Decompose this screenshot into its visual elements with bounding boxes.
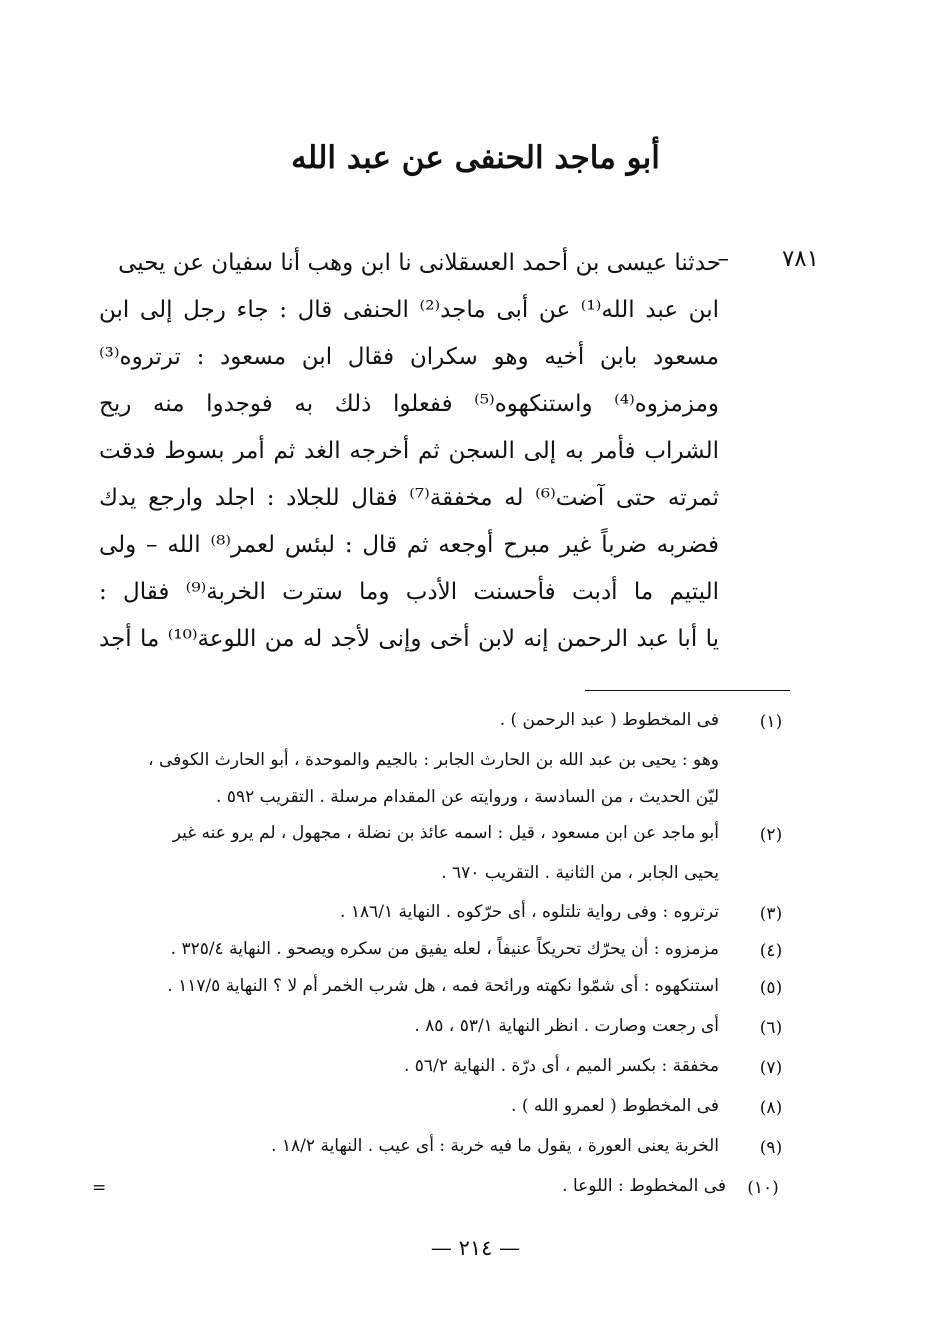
- hadith-dash: –: [717, 246, 729, 272]
- hadith-line: فضربه ضرباً غير مبرح أوجعه ثم قال : لبئس لعمر⁽⁸⁾ الله – ولى: [99, 532, 719, 558]
- footnote-text: الخربة يعنى العورة ، يقول ما فيه خربة : أى عيب . النهاية ١٨/٢ .: [271, 1136, 719, 1156]
- hadith-line: ثمرته حتى آضت⁽⁶⁾ له مخفقة⁽⁷⁾ فقال للجلاد : اجلد وارجع يدك: [99, 485, 719, 511]
- hadith-line: الشراب فأمر به إلى السجن ثم أخرجه الغد ثم أمر بسوط فدقت: [99, 438, 719, 464]
- hadith-line: اليتيم ما أدبت فأحسنت الأدب وما سترت الخربة⁽⁹⁾ فقال :: [99, 579, 720, 605]
- footnote-text: استنكهوه : أى شمّوا نكهته ورائحة فمه ، هل شرب الخمر أم لا ؟ النهاية ١١٧/٥ .: [167, 976, 719, 996]
- footnote-number: (٣): [759, 904, 783, 924]
- footnote-text: فى المخطوط : اللوعا .: [562, 1176, 726, 1196]
- footnote-text: يحيى الجابر ، من الثانية . التقريب ٦٧٠ .: [441, 863, 719, 883]
- footnote-number: (٢): [759, 825, 783, 845]
- section-title: أبو ماجد الحنفى عن عبد الله: [291, 140, 660, 176]
- footnote-number: (٨): [759, 1098, 783, 1118]
- hadith-number: ٧٨١: [781, 246, 819, 272]
- footnote-number: (١٠): [747, 1178, 779, 1198]
- footnote-number: (٦): [759, 1018, 783, 1038]
- footnote-text: وهو : يحيى بن عبد الله بن الحارث الجابر : بالجيم والموحدة ، أبو الحارث الكوفى ،: [148, 750, 719, 770]
- footnote-text: ليّن الحديث ، من السادسة ، وروايته عن المقدام مرسلة . التقريب ٥٩٢ .: [216, 787, 719, 807]
- footnote-text: مخفقة : بكسر الميم ، أى درّة . النهاية ٥٦/٢ .: [403, 1056, 719, 1076]
- footnote-text: ترتروه : وفى رواية تلتلوه ، أى حرّكوه . النهاية ١٨٦/١ .: [340, 902, 719, 922]
- footnote-text: أبو ماجد عن ابن مسعود ، قيل : اسمه عائذ بن نضلة ، مجهول ، لم يرو عنه غير: [172, 823, 719, 843]
- continuation-mark: =: [92, 1178, 107, 1198]
- hadith-line: ومزمزوه⁽⁴⁾ واستنكهوه⁽⁵⁾ ففعلوا ذلك به فوجدوا منه ريح: [99, 391, 719, 417]
- hadith-line: مسعود بابن أخيه وهو سكران فقال ابن مسعود : ترتروه⁽³⁾: [99, 344, 719, 370]
- hadith-line: يا أبا عبد الرحمن إنه لابن أخى وإنى لأجد له من اللوعة⁽¹⁰⁾ ما أجد: [99, 626, 719, 652]
- footnote-text: فى المخطوط ( عبد الرحمن ) .: [499, 710, 719, 730]
- footnote-text: أى رجعت وصارت . انظر النهاية ٥٣/١ ، ٨٥ .: [414, 1016, 719, 1036]
- footnote-number: (٩): [759, 1138, 783, 1158]
- footnote-text: فى المخطوط ( لعمرو الله ) .: [511, 1096, 719, 1116]
- page-number: — ٢١٤ —: [430, 1236, 521, 1260]
- footnote-number: (٥): [759, 978, 783, 998]
- footnote-number: (١): [759, 712, 783, 732]
- hadith-line: حدثنا عيسى بن أحمد العسقلانى نا ابن وهب أنا سفيان عن يحيى: [118, 250, 721, 276]
- footnote-separator: [585, 690, 790, 691]
- footnote-number: (٤): [759, 941, 783, 961]
- footnote-number: (٧): [759, 1058, 783, 1078]
- footnote-text: مزمزوه : أن يحرّك تحريكاً عنيفاً ، لعله يفيق من سكره ويصحو . النهاية ٣٢٥/٤ .: [170, 939, 719, 959]
- hadith-line: ابن عبد الله⁽¹⁾ عن أبى ماجد⁽²⁾ الحنفى قال : جاء رجل إلى ابن: [99, 297, 719, 323]
